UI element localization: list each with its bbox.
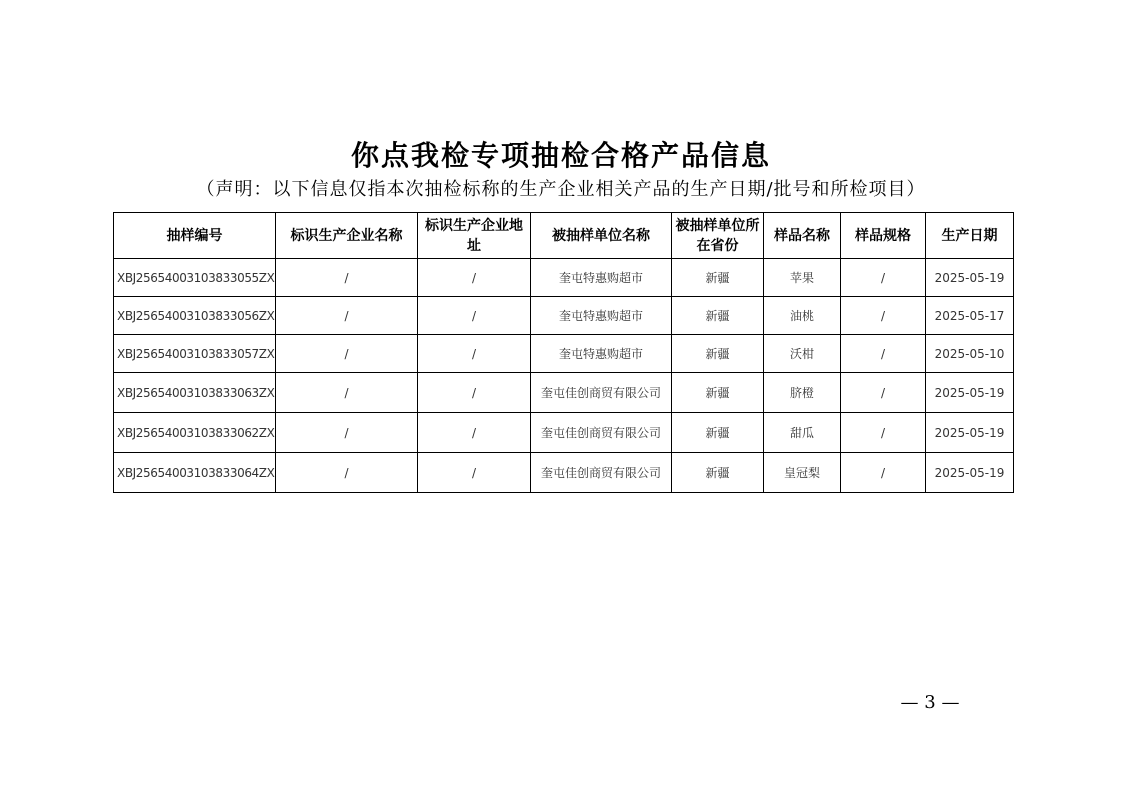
sample-name-cell: 皇冠梨 bbox=[764, 453, 841, 493]
header-sample-name: 样品名称 bbox=[764, 213, 841, 259]
table-row bbox=[114, 413, 1014, 453]
table-row bbox=[114, 373, 1014, 413]
sampled-unit-cell: 奎屯佳创商贸有限公司 bbox=[531, 453, 672, 493]
sample-id-cell: XBJ25654003103833057ZX bbox=[114, 335, 276, 373]
specification-cell: / bbox=[841, 453, 926, 493]
table-row bbox=[114, 297, 1014, 335]
manufacturer-name-cell: / bbox=[276, 335, 418, 373]
header-sampled-unit: 被抽样单位名称 bbox=[531, 213, 672, 259]
province-cell: 新疆 bbox=[672, 453, 764, 493]
page-number: — 3 — bbox=[900, 692, 960, 713]
manufacturer-name-cell: / bbox=[276, 259, 418, 297]
sample-id-cell: XBJ25654003103833063ZX bbox=[114, 373, 276, 413]
sample-name-cell: 苹果 bbox=[764, 259, 841, 297]
production-date-cell: 2025-05-19 bbox=[926, 373, 1014, 413]
specification-cell: / bbox=[841, 335, 926, 373]
table-row bbox=[114, 259, 1014, 297]
province-cell: 新疆 bbox=[672, 373, 764, 413]
production-date-cell: 2025-05-19 bbox=[926, 259, 1014, 297]
manufacturer-address-cell: / bbox=[418, 335, 531, 373]
sampled-unit-cell: 奎屯特惠购超市 bbox=[531, 297, 672, 335]
header-manufacturer-address: 标识生产企业地址 bbox=[418, 213, 531, 259]
specification-cell: / bbox=[841, 413, 926, 453]
header-specification: 样品规格 bbox=[841, 213, 926, 259]
specification-cell: / bbox=[841, 373, 926, 413]
page-title: 你点我检专项抽检合格产品信息 bbox=[350, 139, 771, 172]
production-date-cell: 2025-05-17 bbox=[926, 297, 1014, 335]
sample-id-cell: XBJ25654003103833062ZX bbox=[114, 413, 276, 453]
specification-cell: / bbox=[841, 259, 926, 297]
sampled-unit-cell: 奎屯佳创商贸有限公司 bbox=[531, 413, 672, 453]
table-row bbox=[114, 453, 1014, 493]
specification-cell: / bbox=[841, 297, 926, 335]
table-header-row bbox=[114, 213, 1014, 259]
header-province: 被抽样单位所在省份 bbox=[672, 213, 764, 259]
province-cell: 新疆 bbox=[672, 297, 764, 335]
manufacturer-address-cell: / bbox=[418, 413, 531, 453]
manufacturer-address-cell: / bbox=[418, 297, 531, 335]
sample-name-cell: 沃柑 bbox=[764, 335, 841, 373]
sample-name-cell: 甜瓜 bbox=[764, 413, 841, 453]
production-date-cell: 2025-05-10 bbox=[926, 335, 1014, 373]
manufacturer-name-cell: / bbox=[276, 297, 418, 335]
manufacturer-name-cell: / bbox=[276, 453, 418, 493]
header-sample-id: 抽样编号 bbox=[114, 213, 276, 259]
province-cell: 新疆 bbox=[672, 335, 764, 373]
sample-id-cell: XBJ25654003103833056ZX bbox=[114, 297, 276, 335]
header-manufacturer-name: 标识生产企业名称 bbox=[276, 213, 418, 259]
manufacturer-name-cell: / bbox=[276, 373, 418, 413]
sample-name-cell: 脐橙 bbox=[764, 373, 841, 413]
manufacturer-address-cell: / bbox=[418, 373, 531, 413]
manufacturer-address-cell: / bbox=[418, 453, 531, 493]
production-date-cell: 2025-05-19 bbox=[926, 413, 1014, 453]
qualified-products-table bbox=[113, 212, 1014, 493]
sampled-unit-cell: 奎屯特惠购超市 bbox=[531, 335, 672, 373]
sample-name-cell: 油桃 bbox=[764, 297, 841, 335]
sampled-unit-cell: 奎屯特惠购超市 bbox=[531, 259, 672, 297]
province-cell: 新疆 bbox=[672, 259, 764, 297]
production-date-cell: 2025-05-19 bbox=[926, 453, 1014, 493]
sample-id-cell: XBJ25654003103833064ZX bbox=[114, 453, 276, 493]
sampled-unit-cell: 奎屯佳创商贸有限公司 bbox=[531, 373, 672, 413]
header-production-date: 生产日期 bbox=[926, 213, 1014, 259]
disclaimer: （声明：以下信息仅指本次抽检标称的生产企业相关产品的生产日期/批号和所检项目） bbox=[196, 179, 926, 200]
manufacturer-name-cell: / bbox=[276, 413, 418, 453]
table-row bbox=[114, 335, 1014, 373]
sample-id-cell: XBJ25654003103833055ZX bbox=[114, 259, 276, 297]
manufacturer-address-cell: / bbox=[418, 259, 531, 297]
province-cell: 新疆 bbox=[672, 413, 764, 453]
